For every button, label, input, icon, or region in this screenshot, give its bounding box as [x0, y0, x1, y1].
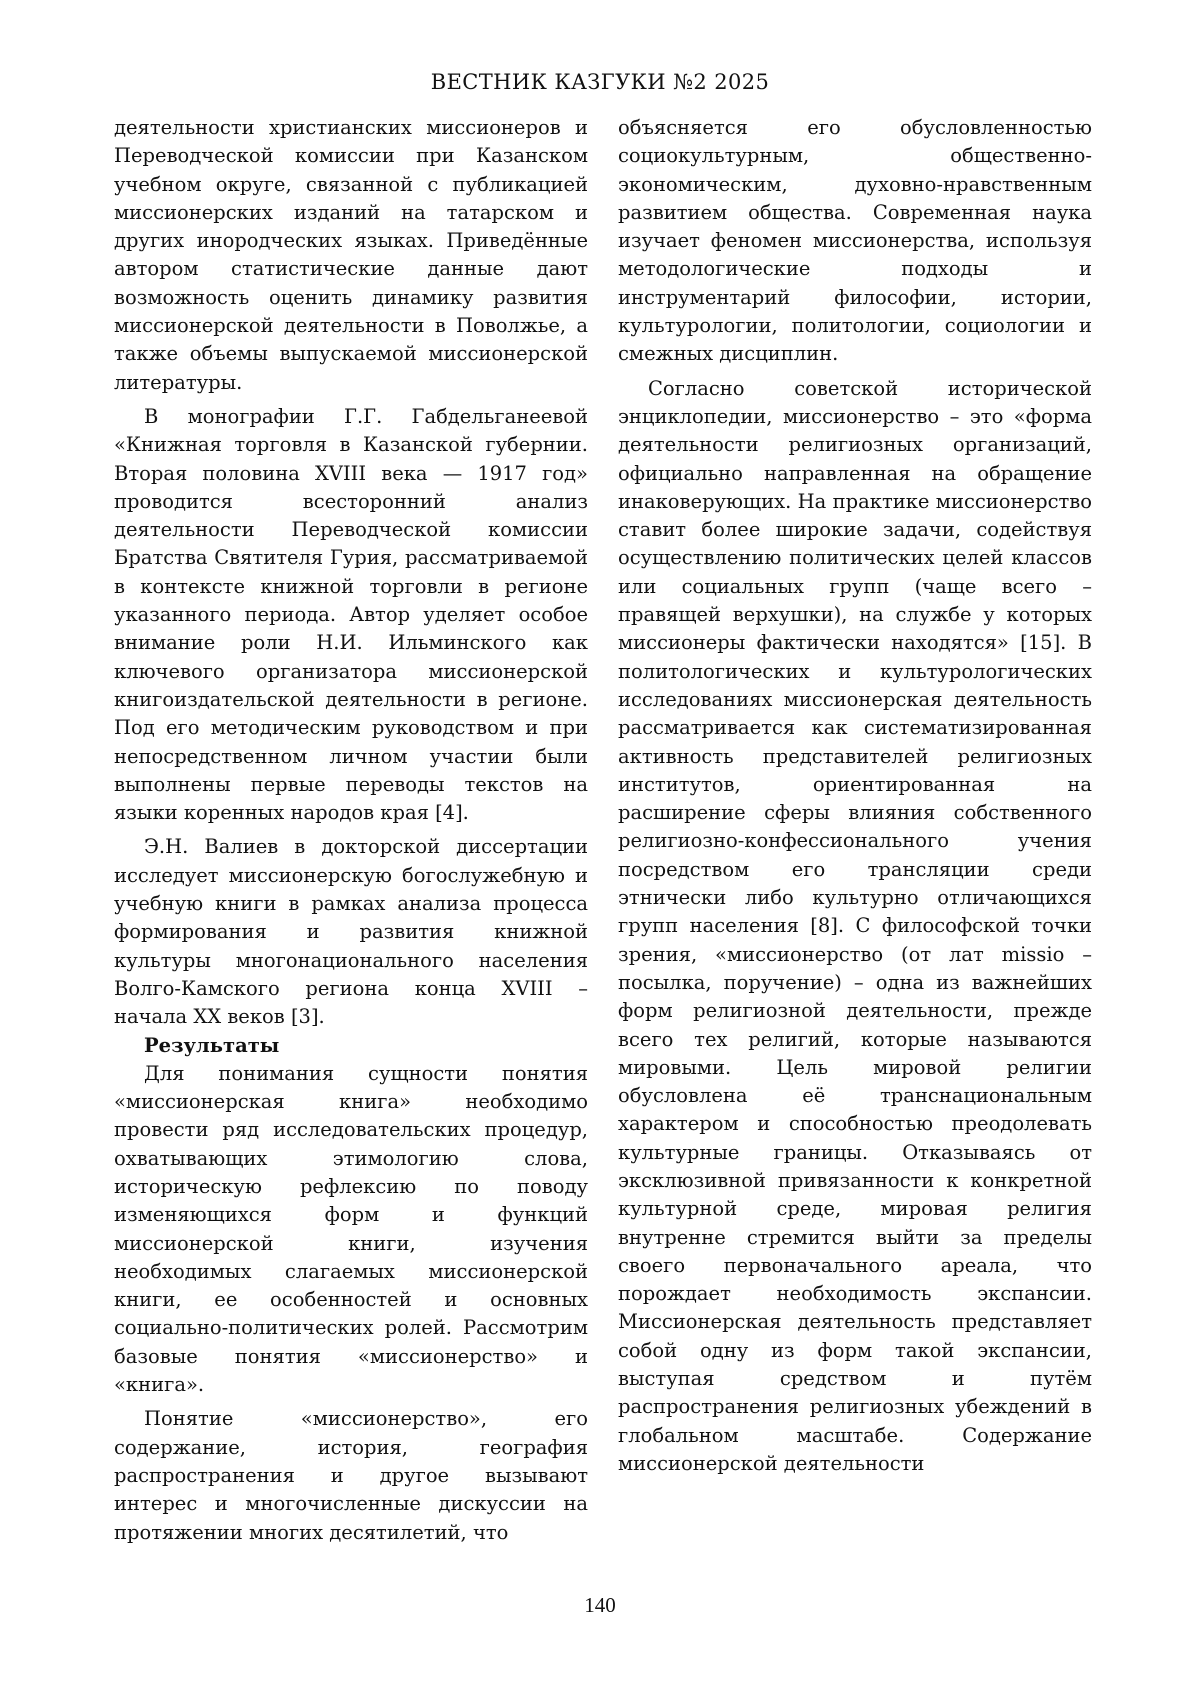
running-header: ВЕСТНИК КАЗГУКИ №2 2025 — [430, 70, 770, 94]
left-paragraph-4: Для понимания сущности понятия «миссионерская книга» необходимо провести ряд исследовательских процедур, охватывающих этимологию слова, историческую рефлексию по поводу изменяющихся форм и функций миссионерской книги, изучения необходимых слагаемых миссионерской книги, ее особенностей и основных социально-политических ролей. Рассмотрим базовые понятия «миссионерство» и «книга». — [114, 1061, 588, 1397]
left-paragraph-3: Э.Н. Валиев в докторской диссертации исследует миссионерскую богослужебную и учебную книги в рамках анализа процесса формирования и развития книжной культуры многонационального населения Волго-Камского региона конца XVIII – начала XX веков [3]. — [114, 835, 588, 1029]
left-column — [114, 114, 588, 1553]
section-heading-results: Результаты — [144, 1033, 280, 1057]
page-number: 140 — [584, 1593, 616, 1617]
left-paragraph-1: деятельности христианских миссионеров и Переводческой комиссии при Казанском учебном округе, связанной с публикацией миссионерских изданий на татарском и других инородческих языках. Приведённые автором статистические данные дают возможность оценить динамику развития миссионерской деятельности в Поволжье, а также объемы выпускаемой миссионерской литературы. — [114, 116, 588, 394]
left-paragraph-2: В монографии Г.Г. Габдельганеевой «Книжная торговля в Казанской губернии. Вторая половина XVIII века — 1917 год» проводится всесторонний анализ деятельности Переводческой комиссии Братства Святителя Гурия, рассматриваемой в контексте книжной торговли в регионе указанного периода. Автор уделяет особое внимание роли Н.И. Ильминского как ключевого организатора миссионерской книгоиздательской деятельности в регионе. Под его методическим руководством и при непосредственном личном участии были выполнены первые переводы текстов на языки коренных народов края [4]. — [114, 404, 588, 825]
right-column — [618, 114, 1092, 1484]
left-paragraph-5: Понятие «миссионерство», его содержание, история, география распространения и другое вызывают интерес и многочисленные дискуссии на протяжении многих десятилетий, что — [114, 1407, 588, 1544]
right-paragraph-1: объясняется его обусловленностью социокультурным, общественно-экономическим, духовно-нравственным развитием общества. Современная наука изучает феномен миссионерства, используя методологические подходы и инструментарий философии, истории, культурологии, политологии, социологии и смежных дисциплин. — [618, 116, 1092, 366]
right-paragraph-2: Согласно советской исторической энциклопедии, миссионерство – это «форма деятельности религиозных организаций, официально направленная на обращение инаковерующих. На практике миссионерство ставит более широкие задачи, содействуя осуществлению политических целей классов или социальных групп (чаще всего – правящей верхушки), на службе у которых миссионеры фактически находятся» [15]. В политологических и культурологических исследованиях миссионерская деятельность рассматривается как систематизированная активность представителей религиозных институтов, ориентированная на расширение сферы влияния собственного религиозно-конфессионального учения посредством его трансляции среди этнически либо культурно отличающихся групп населения [8]. С философской точки зрения, «миссионерство (от лат missio – посылка, поручение) – одна из важнейших форм религиозной деятельности, прежде всего тех религий, которые называются мировыми. Цель мировой религии обусловлена её транснациональным характером и способностью преодолевать культурные границы. Отказываясь от эксклюзивной привязанности к конкретной культурной среде, мировая религия внутренне стремится выйти за пределы своего первоначального ареала, что порождает необходимость экспансии. Миссионерская деятельность представляет собой одну из форм такой экспансии, выступая средством и путём распространения религиозных убеждений в глобальном масштабе. Содержание миссионерской деятельности — [618, 376, 1092, 1475]
